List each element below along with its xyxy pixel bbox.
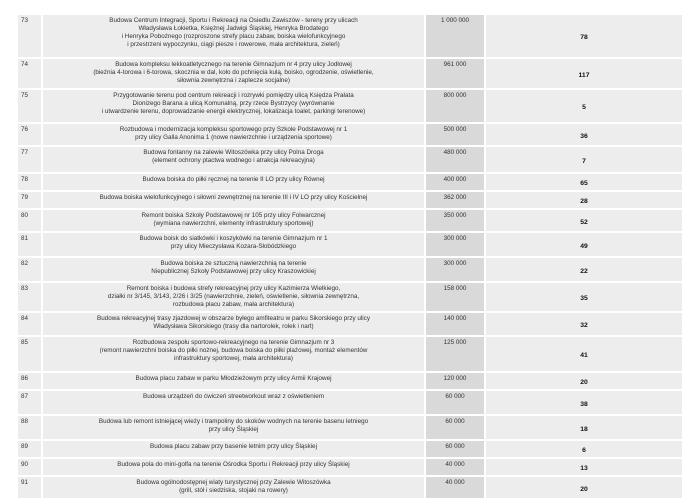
project-amount: 125 000	[425, 336, 485, 372]
row-number: 82	[17, 257, 42, 282]
project-amount: 300 000	[425, 257, 485, 282]
project-description: Budowa boiska do piłki ręcznej na terenie II LO przy ulicy Równej	[42, 173, 425, 191]
row-number: 75	[17, 89, 42, 123]
table-row	[17, 372, 683, 390]
vote-count: 78	[485, 14, 683, 58]
project-description: Rozbudowa zespołu sportowo-rekreacyjnego na terenie Gimnazjum nr 3 (remont nawierzchni boiska do piłki nożnej, budowa boiska do piłki plażowej, montaż elementów infrastruktury sportowej, mała architektura)	[42, 336, 425, 372]
row-number: 76	[17, 123, 42, 146]
project-amount: 120 000	[425, 372, 485, 390]
project-description: Przygotowanie terenu pod centrum rekreacji i rozrywki pomiędzy ulicą Księdza Prałata Dionizego Barana a ulicą Komunalną, przy rzece Bystrzycy (wyrównanie i utwardzenie terenu, doprowadzanie energii elektrycznej, lokalizacja toalet, parkingi terenowe)	[42, 89, 425, 123]
vote-count: 32	[485, 312, 683, 336]
table-row	[17, 191, 683, 209]
project-description: Budowa urządzeń do ćwiczeń streetworkout wraz z oświetleniem	[42, 390, 425, 415]
vote-count: 49	[485, 232, 683, 257]
row-number: 78	[17, 173, 42, 191]
table-row	[17, 415, 683, 440]
row-number: 77	[17, 146, 42, 173]
table-row	[17, 14, 683, 58]
table-row	[17, 336, 683, 372]
project-description: Budowa ogólnodostępnej wiaty turystycznej przy Zalewie Witoszówka (grill, stół i siedziska, stojaki na rowery)	[42, 476, 425, 499]
row-number: 86	[17, 372, 42, 390]
table-row	[17, 89, 683, 123]
row-number: 89	[17, 440, 42, 458]
project-description: Remont boiska Szkoły Podstawowej nr 105 przy ulicy Folwarcznej (wymiana nawierzchni, elementy infrastruktury sportowej)	[42, 209, 425, 232]
project-amount: 140 000	[425, 312, 485, 336]
vote-count: 117	[485, 58, 683, 89]
project-description: Budowa fontanny na zalewie Witoszówka przy ulicy Polna Droga (element ochrony ptactwa wodnego i atrakcja rekreacyjna)	[42, 146, 425, 173]
project-amount: 961 000	[425, 58, 485, 89]
table-row	[17, 476, 683, 499]
project-description: Budowa placu zabaw w parku Młodzieżowym przy ulicy Armii Krajowej	[42, 372, 425, 390]
row-number: 83	[17, 282, 42, 312]
table-row	[17, 146, 683, 173]
row-number: 90	[17, 458, 42, 476]
project-description: Budowa boiska wielofunkcyjnego i siłowni zewnętrznej na terenie III i IV LO przy ulicy Kościelnej	[42, 191, 425, 209]
project-amount: 800 000	[425, 89, 485, 123]
vote-count: 20	[485, 372, 683, 390]
row-number: 91	[17, 476, 42, 499]
row-number: 79	[17, 191, 42, 209]
project-description: Budowa rekreacyjnej trasy zjazdowej w obszarze byłego amfiteatru w parku Sikorskiego przy ulicy Władysława Sikorskiego (trasy dla nartorolek, rolek i nart)	[42, 312, 425, 336]
row-number: 73	[17, 14, 42, 58]
vote-count: 6	[485, 440, 683, 458]
vote-count: 28	[485, 191, 683, 209]
vote-count: 41	[485, 336, 683, 372]
project-amount: 60 000	[425, 440, 485, 458]
project-amount: 300 000	[425, 232, 485, 257]
table-row	[17, 173, 683, 191]
project-amount: 400 000	[425, 173, 485, 191]
table-row	[17, 209, 683, 232]
project-description: Rozbudowa i modernizacja kompleksu sportowego przy Szkole Podstawowej nr 1 przy ulicy Galla Anonima 1 (nowe nawierzchnie i urządzenia sportowe)	[42, 123, 425, 146]
table-row	[17, 390, 683, 415]
table-row	[17, 458, 683, 476]
project-amount: 480 000	[425, 146, 485, 173]
vote-count: 18	[485, 415, 683, 440]
project-amount: 60 000	[425, 415, 485, 440]
project-description: Budowa pola do mini-golfa na terenie Ośrodka Sportu i Rekreacji przy ulicy Śląskiej	[42, 458, 425, 476]
table-row	[17, 232, 683, 257]
project-amount: 362 000	[425, 191, 485, 209]
table-row	[17, 257, 683, 282]
row-number: 74	[17, 58, 42, 89]
project-amount: 60 000	[425, 390, 485, 415]
vote-count: 22	[485, 257, 683, 282]
vote-count: 20	[485, 476, 683, 499]
row-number: 87	[17, 390, 42, 415]
project-amount: 500 000	[425, 123, 485, 146]
vote-count: 35	[485, 282, 683, 312]
project-description: Budowa boisk do siatkówki i koszykówki na terenie Gimnazjum nr 1 przy ulicy Mieczysława Kozara-Słobódzkiego	[42, 232, 425, 257]
projects-table	[16, 13, 684, 500]
table-row	[17, 58, 683, 89]
project-amount: 40 000	[425, 458, 485, 476]
project-description: Budowa boiska ze sztuczną nawierzchnią na terenie Niepublicznej Szkoły Podstawowej przy ulicy Kraszowickiej	[42, 257, 425, 282]
vote-count: 7	[485, 146, 683, 173]
vote-count: 36	[485, 123, 683, 146]
table-row	[17, 282, 683, 312]
project-description: Budowa lub remont istniejącej wieży i trampoliny do skoków wodnych na terenie basenu letniego przy ulicy Śląskiej	[42, 415, 425, 440]
table-row	[17, 123, 683, 146]
table-row	[17, 312, 683, 336]
vote-count: 52	[485, 209, 683, 232]
row-number: 85	[17, 336, 42, 372]
vote-count: 65	[485, 173, 683, 191]
project-description: Budowa placu zabaw przy basenie letnim przy ulicy Śląskiej	[42, 440, 425, 458]
row-number: 84	[17, 312, 42, 336]
project-amount: 158 000	[425, 282, 485, 312]
row-number: 88	[17, 415, 42, 440]
project-description: Budowa Centrum Integracji, Sportu i Rekreacji na Osiedlu Zawiszów - tereny przy ulicach Władysława Łokietka, Księżnej Jadwigi Śląskiej, Henryka Brodatego i Henryka Pobożnego (rozproszone strefy placu zabaw, boiska wielofunkcyjnego i przestrzeni wypoczynku, ciągi piesze i rowerowe, mała architektura, zieleń)	[42, 14, 425, 58]
vote-count: 5	[485, 89, 683, 123]
table-row	[17, 440, 683, 458]
project-description: Budowa kompleksu lekkoatletycznego na terenie Gimnazjum nr 4 przy ulicy Jodłowej (bieżnia 4-torowa i 6-torowa, skocznia w dal, koło do pchnięcia kulą, boisko, ogrodzenie, oświetlenie, siłownia zewnętrzna i zaplecze socjalne)	[42, 58, 425, 89]
project-amount: 350 000	[425, 209, 485, 232]
project-description: Remont boiska i budowa strefy rekreacyjnej przy ulicy Kazimierza Wielkiego, działki nr 3/145, 3/143, 2/26 i 3/25 (nawierzchnie, zieleń, oświetlenie, siłownia zewnętrzna, rozbudowa placu zabaw, mała architektura)	[42, 282, 425, 312]
row-number: 80	[17, 209, 42, 232]
project-amount: 1 000 000	[425, 14, 485, 58]
vote-count: 38	[485, 390, 683, 415]
vote-count: 13	[485, 458, 683, 476]
project-amount: 40 000	[425, 476, 485, 499]
row-number: 81	[17, 232, 42, 257]
